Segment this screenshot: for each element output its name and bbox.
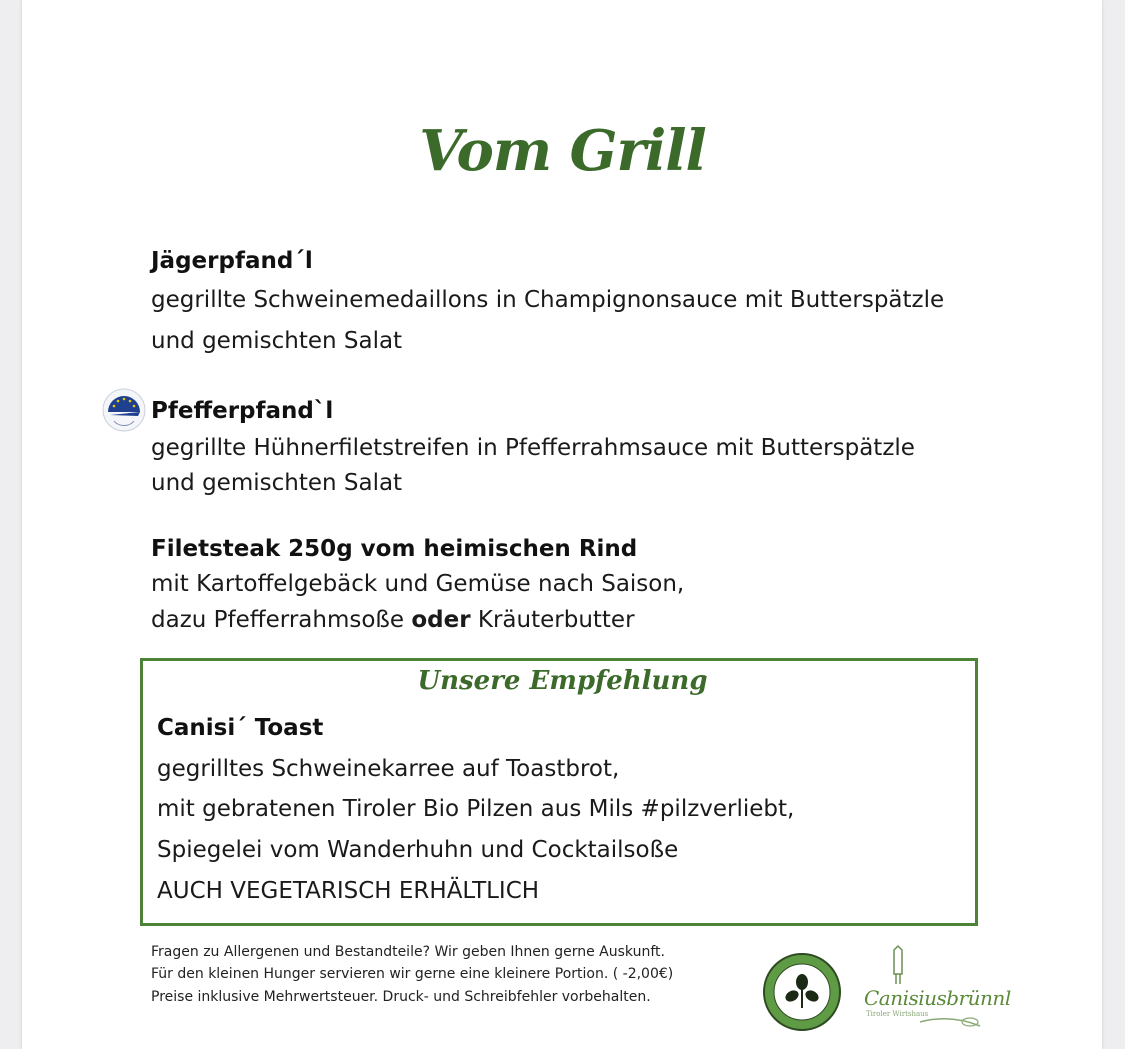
dish-name-jaegerpfandl: Jägerpfand´l [151,248,313,274]
recommendation-vegetarian-note: AUCH VEGETARISCH ERHÄLTLICH [157,878,540,904]
dish-description-line: und gemischten Salat [151,328,403,354]
sauce-or-text: oder [411,607,471,633]
footer-line: Für den kleinen Hunger servieren wir gerne eine kleinere Portion. ( -2,00€) [151,966,674,982]
recommendation-dish-name: Canisi´ Toast [157,715,324,741]
dish-name-pfefferpfandl: Pfefferpfand`l [151,398,334,424]
recommendation-heading: Unsere Empfehlung [417,666,708,696]
brand-name: Canisiusbrünnl [864,986,1011,1010]
recommendation-line: Spiegelei vom Wanderhuhn und Cocktailsoße [157,837,679,863]
dish-description-line: und gemischten Salat [151,470,403,496]
eu-quality-badge-icon [102,388,146,432]
sauce-option-text: dazu Pfefferrahmsoße [151,607,412,633]
dish-description-line-sauce [151,607,635,633]
page-title: Vom Grill [419,118,706,184]
recommendation-line: gegrilltes Schweinekarree auf Toastbrot, [157,756,620,782]
dish-description-line: mit Kartoffelgebäck und Gemüse nach Saison, [151,571,685,597]
dish-description-line: gegrillte Schweinemedaillons in Champignonsauce mit Butterspätzle [151,287,945,313]
dish-name-filetsteak: Filetsteak 250g vom heimischen Rind [151,536,638,562]
dish-description-line: gegrillte Hühnerfiletstreifen in Pfefferrahmsauce mit Butterspätzle [151,435,915,461]
footer-line: Fragen zu Allergenen und Bestandteile? Wir geben Ihnen gerne Auskunft. [151,944,665,960]
footer-line: Preise inklusive Mehrwertsteuer. Druck- und Schreibfehler vorbehalten. [151,989,651,1005]
tiroler-wirtshaus-seal-icon [762,952,842,1032]
brand-subtitle: Tiroler Wirtshaus [866,1010,929,1018]
recommendation-line: mit gebratenen Tiroler Bio Pilzen aus Mils #pilzverliebt, [157,796,795,822]
sauce-option-text: Kräuterbutter [470,607,635,633]
